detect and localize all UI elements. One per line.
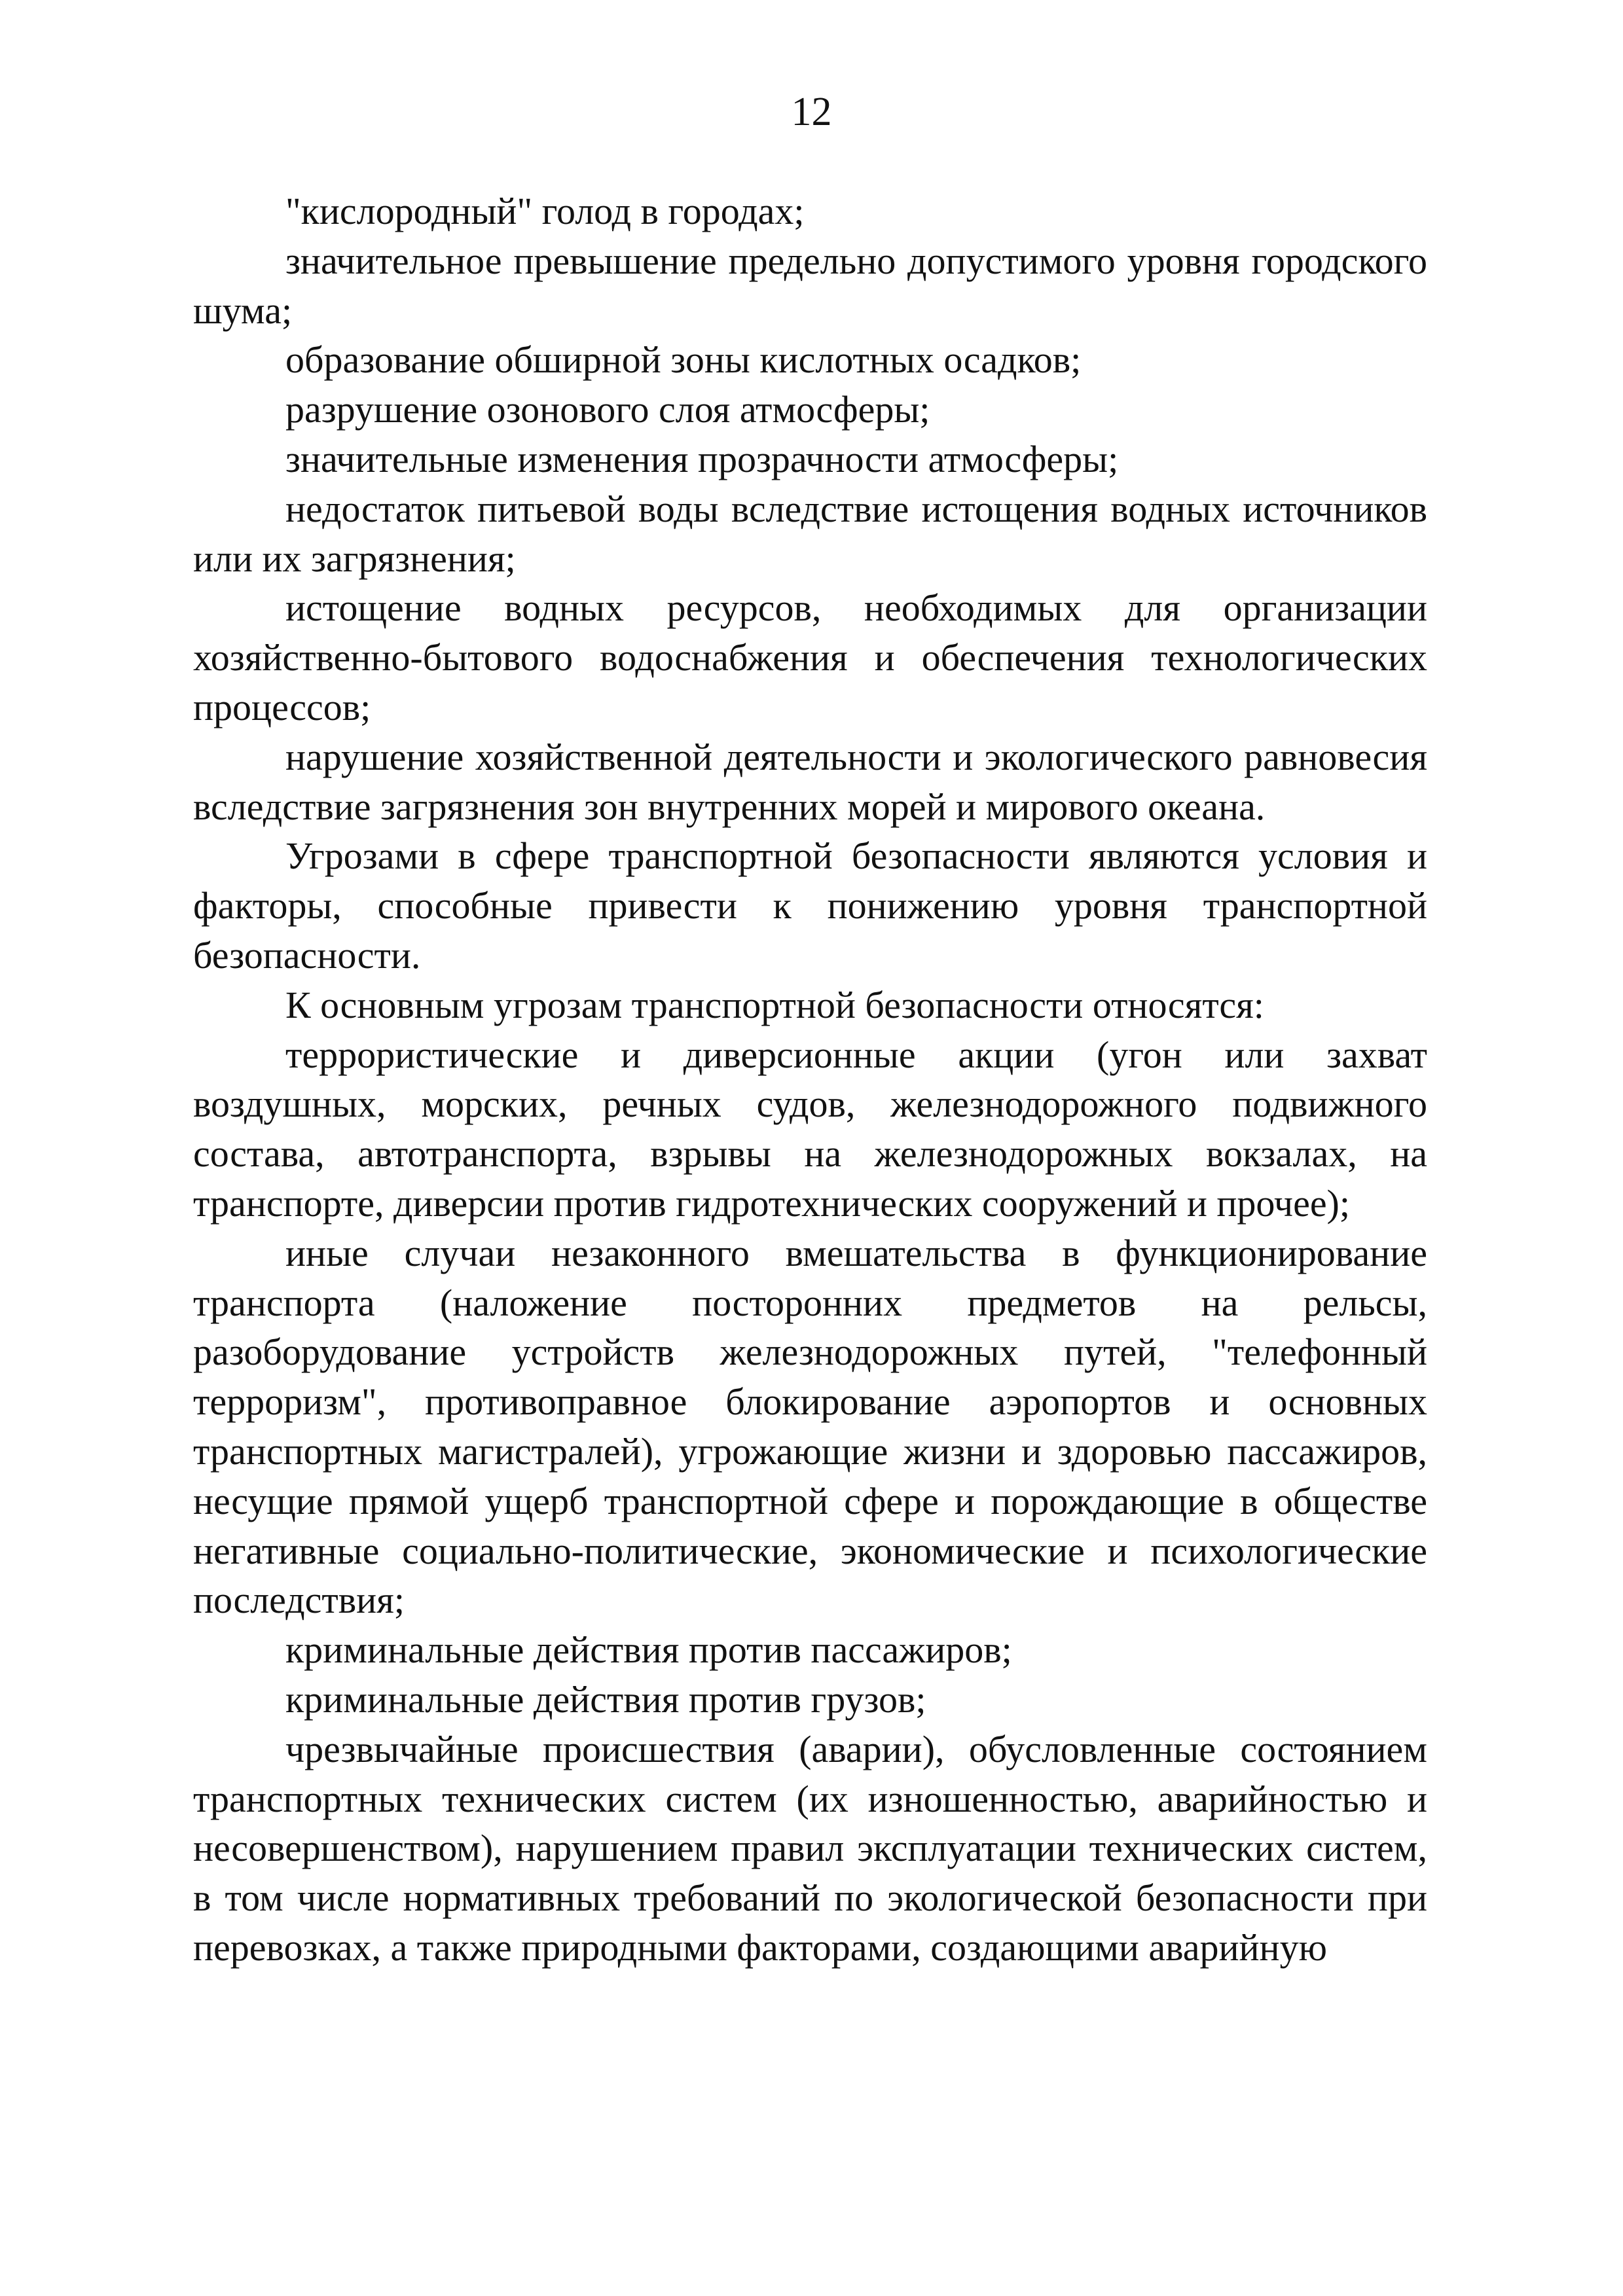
paragraph: значительное превышение предельно допустимого уровня городского шума;: [193, 239, 1427, 332]
document-body: [193, 187, 1427, 1973]
paragraph: образование обширной зоны кислотных осадков;: [285, 338, 1082, 382]
paragraph: недостаток питьевой воды вследствие истощения водных источников или их загрязнения;: [193, 487, 1427, 580]
paragraph: истощение водных ресурсов, необходимых для организации хозяйственно-бытового водоснабжения и обеспечения технологических процессов;: [193, 586, 1427, 728]
paragraph: иные случаи незаконного вмешательства в функционирование транспорта (наложение посторонних предметов на рельсы, разоборудование устройств железнодорожных путей, "телефонный терроризм", противоправное блокирование аэропортов и основных транспортных магистралей), угрожающие жизни и здоровью пассажиров, несущие прямой ущерб транспортной сфере и порождающие в обществе негативные социально-политические, экономические и психологические последствия;: [193, 1231, 1427, 1622]
paragraph: К основным угрозам транспортной безопасности относятся:: [285, 983, 1264, 1026]
paragraph: чрезвычайные происшествия (аварии), обусловленные состоянием транспортных технических систем (их изношенностью, аварийностью и несовершенством), нарушением правил эксплуатации технических систем, в том числе нормативных требований по экологической безопасности при перевозках, а также природными факторами, создающими аварийную: [193, 1727, 1427, 1969]
paragraph: Угрозами в сфере транспортной безопасности являются условия и факторы, способные привести к понижению уровня транспортной безопасности.: [193, 834, 1427, 977]
paragraph: нарушение хозяйственной деятельности и экологического равновесия вследствие загрязнения зон внутренних морей и мирового океана.: [193, 735, 1427, 828]
paragraph: криминальные действия против грузов;: [285, 1677, 926, 1721]
paragraph: разрушение озонового слоя атмосферы;: [285, 388, 930, 431]
paragraph: террористические и диверсионные акции (угон или захват воздушных, морских, речных судов, железнодорожного подвижного состава, автотранспорта, взрывы на железнодорожных вокзалах, на транспорте, диверсии против гидротехнических сооружений и прочее);: [193, 1033, 1427, 1225]
page-number: 12: [791, 90, 832, 134]
paragraph: "кислородный" голод в городах;: [285, 190, 805, 232]
paragraph: криминальные действия против пассажиров;: [285, 1628, 1012, 1672]
paragraph: значительные изменения прозрачности атмосферы;: [285, 437, 1119, 480]
